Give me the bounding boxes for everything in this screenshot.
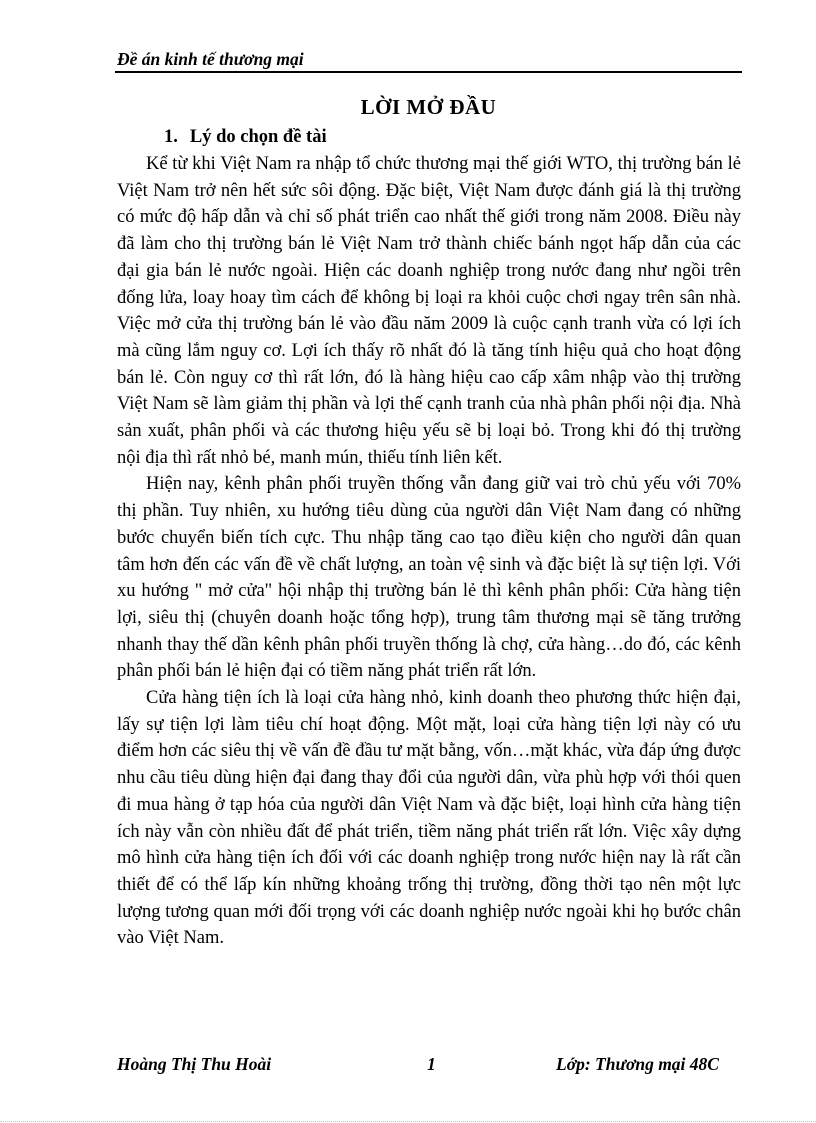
section-title: Lý do chọn đề tài bbox=[189, 127, 327, 147]
footer-author: Hoàng Thị Thu Hoài bbox=[117, 1054, 272, 1074]
running-header: Đề án kinh tế thương mại bbox=[117, 49, 304, 69]
page-title: LỜI MỞ ĐẦU bbox=[360, 95, 497, 119]
footer-page-number: 1 bbox=[427, 1054, 436, 1074]
paragraph: Hiện nay, kênh phân phối truyền thống vẫn đang giữ vai trò chủ yếu với 70% thị phần. Tuy nhiên, xu hướng tiêu dùng của người dân Việt Nam đang có những bước chuyển biến tích cực. Thu nhập tăng cao tạo điều kiện cho người dân quan tâm hơn đến các vấn đề về chất lượng, an toàn vệ sinh và đặc biệt là sự tiện lợi. Với xu hướng " mở cửa" hội nhập thị trường bán lẻ thì kênh phân phối: Cửa hàng tiện lợi, siêu thị (chuyên doanh hoặc tổng hợp), trung tâm thương mại sẽ tăng trưởng nhanh thay thế dần kênh phân phối truyền thống là chợ, cửa hàng…do đó, các kênh phân phối bán lẻ hiện đại có tiềm năng phát triển rất lớn. bbox=[117, 474, 741, 682]
paragraph: Kể từ khi Việt Nam ra nhập tổ chức thương mại thế giới WTO, thị trường bán lẻ Việt Nam trở nên hết sức sôi động. Đặc biệt, Việt Nam được đánh giá là thị trường có mức độ hấp dẫn và chỉ số phát triển cao nhất thế giới trong năm 2008. Điều này đã làm cho thị trường bán lẻ Việt Nam trở thành chiếc bánh ngọt hấp dẫn của các đại gia bán lẻ nước ngoài. Hiện các doanh nghiệp trong nước đang như ngồi trên đống lửa, loay hoay tìm cách để không bị loại ra khỏi cuộc chơi ngay trên sân nhà. Việc mở cửa thị trường bán lẻ vào đầu năm 2009 là cuộc cạnh tranh vừa có lợi ích mà cũng lắm nguy cơ. Lợi ích thấy rõ nhất đó là tăng tính hiệu quả cho hoạt động bán lẻ. Còn nguy cơ thì rất lớn, đó là hàng hiệu cao cấp xâm nhập vào thị trường Việt Nam sẽ làm giảm thị phần và lợi thế cạnh tranh của nhà phân phối nội địa. Nhà sản xuất, phân phối và các thương hiệu yếu sẽ bị loại bỏ. Trong khi đó thị trường nội địa thì rất nhỏ bé, manh mún, thiếu tính liên kết. bbox=[117, 154, 741, 468]
body-text bbox=[117, 151, 741, 952]
section-number: 1. bbox=[164, 127, 178, 147]
footer-class: Lớp: Thương mại 48C bbox=[556, 1054, 719, 1074]
paragraph: Cửa hàng tiện ích là loại cửa hàng nhỏ, kinh doanh theo phương thức hiện đại, lấy sự tiện lợi làm tiêu chí hoạt động. Một mặt, loại cửa hàng tiện lợi này có ưu điểm hơn các siêu thị về vấn đề đầu tư mặt bằng, vốn…mặt khác, vừa đáp ứng được nhu cầu tiêu dùng hiện đại đang thay đổi của người dân, vừa phù hợp với thói quen đi mua hàng ở tạp hóa của người dân Việt Nam và đặc biệt, loại hình cửa hàng tiện ích này vẫn còn nhiều đất để phát triển, tiềm năng phát triển rất lớn. Việc xây dựng mô hình cửa hàng tiện ích đối với các doanh nghiệp trong nước hiện nay là rất cần thiết để có thể lấp kín những khoảng trống thị trường, đồng thời tạo nên một lực lượng tương quan mới đối trọng với các doanh nghiệp nước ngoài khi họ bước chân vào Việt Nam. bbox=[117, 688, 741, 949]
page-edge-divider bbox=[0, 1121, 816, 1122]
header-divider bbox=[115, 71, 742, 73]
section-heading bbox=[164, 127, 327, 148]
